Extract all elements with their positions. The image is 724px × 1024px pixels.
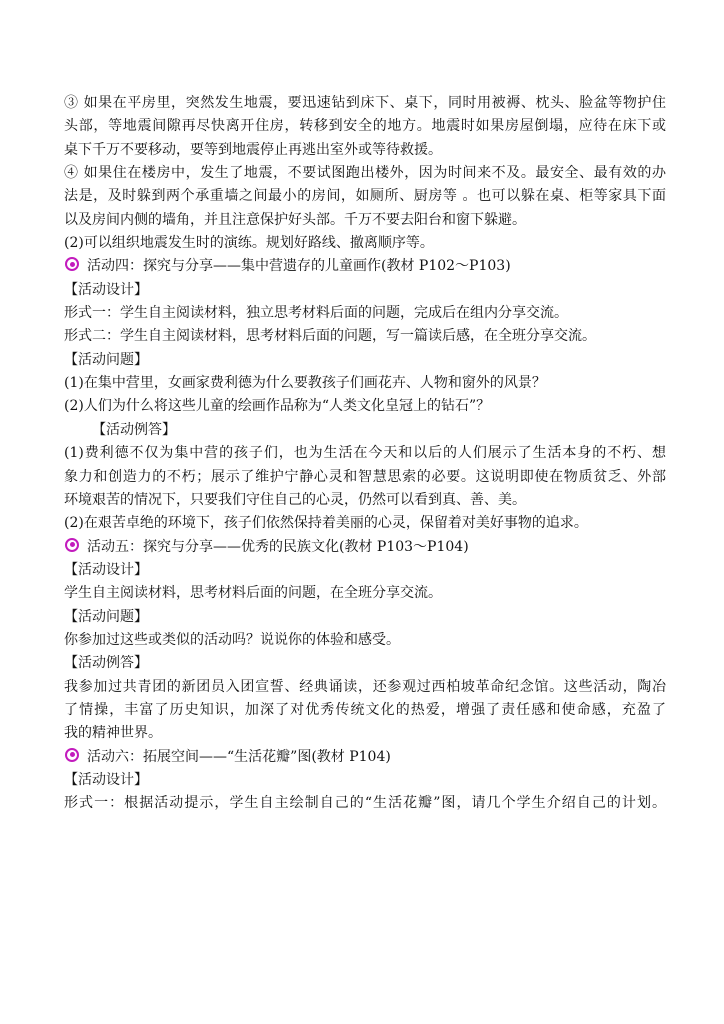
paragraph-line: 以及房间内侧的墙角，并且注意保护好头部。千万不要去阳台和窗下躲避。 bbox=[64, 211, 526, 228]
paragraph-line: 形式一：根据活动提示，学生自主绘制自己的“生活花瓣”图，请几个学生介绍自己的计划。 bbox=[64, 795, 666, 812]
answer-line: (2)在艰苦卓绝的环境下，孩子们依然保持着美丽的心灵，保留着对美好事物的追求。 bbox=[64, 515, 588, 532]
answer-line: 象力和创造力的不朽；展示了维护宁静心灵和智慧思索的必要。这说明即使在物质贫乏、外部 bbox=[64, 468, 666, 485]
answer-line: (1)费利德不仅为集中营的孩子们，也为生活在今天和以后的人们展示了生活本身的不朽、想 bbox=[64, 445, 666, 462]
activity-heading bbox=[64, 536, 666, 559]
paragraph-line: 形式二：学生自主阅读材料，思考材料后面的问题，写一篇读后感，在全班分享交流。 bbox=[64, 328, 596, 345]
activity-heading bbox=[64, 255, 666, 278]
activity-heading bbox=[64, 746, 666, 769]
answer-line: 了情操，丰富了历史知识，加深了对优秀传统文化的热爱，增强了责任感和使命感，充盈了 bbox=[64, 701, 666, 718]
section-label: 【活动例答】 bbox=[64, 655, 148, 672]
target-circle-icon bbox=[65, 257, 79, 271]
document-body bbox=[64, 92, 666, 816]
question-line: (1)在集中营里，女画家费利德为什么要教孩子们画花卉、人物和窗外的风景？ bbox=[64, 375, 546, 392]
activity-heading-text: 活动五：探究与分享——优秀的民族文化(教材 P103～P104) bbox=[87, 538, 469, 555]
paragraph-line: (2)可以组织地震发生时的演练。规划好路线、撤离顺序等。 bbox=[64, 235, 434, 252]
section-label: 【活动例答】 bbox=[92, 421, 176, 438]
section-label: 【活动问题】 bbox=[64, 351, 148, 368]
paragraph-line: ④ 如果住在楼房中，发生了地震，不要试图跑出楼外，因为时间来不及。最安全、最有效的办 bbox=[64, 165, 666, 182]
target-circle-icon bbox=[65, 538, 79, 552]
paragraph-line: 学生自主阅读材料，思考材料后面的问题，在全班分享交流。 bbox=[64, 585, 442, 602]
paragraph-line: ③ 如果在平房里，突然发生地震，要迅速钻到床下、桌下，同时用被褥、枕头、脸盆等物护住 bbox=[64, 95, 666, 111]
question-line: (2)人们为什么将这些儿童的绘画作品称为“人类文化皇冠上的钻石”？ bbox=[64, 398, 491, 415]
paragraph-line: 桌下千万不要移动，要等到地震停止再逃出室外或等待救援。 bbox=[64, 141, 442, 158]
paragraph-line: 形式一：学生自主阅读材料，独立思考材料后面的问题，完成后在组内分享交流。 bbox=[64, 305, 568, 322]
section-label: 【活动设计】 bbox=[64, 771, 148, 788]
answer-line: 环境艰苦的情况下，只要我们守住自己的心灵，仍然可以看到真、善、美。 bbox=[64, 491, 526, 508]
section-label: 【活动设计】 bbox=[64, 561, 148, 578]
question-line: 你参加过这些或类似的活动吗？说说你的体验和感受。 bbox=[64, 631, 400, 648]
paragraph-line: 头部，等地震间隙再尽快离开住房，转移到安全的地方。地震时如果房屋倒塌，应待在床下或 bbox=[64, 118, 666, 135]
paragraph-line: 法是，及时躲到两个承重墙之间最小的房间，如厕所、厨房等 。也可以躲在桌、柜等家具下面 bbox=[64, 188, 666, 205]
target-circle-icon bbox=[65, 748, 79, 762]
activity-heading-text: 活动六：拓展空间——“生活花瓣”图(教材 P104) bbox=[87, 748, 391, 765]
section-label: 【活动设计】 bbox=[64, 281, 148, 298]
answer-line: 我参加过共青团的新团员入团宣誓、经典诵读，还参观过西柏坡革命纪念馆。这些活动，陶冶 bbox=[64, 678, 666, 695]
activity-heading-text: 活动四：探究与分享——集中营遗存的儿童画作(教材 P102～P103) bbox=[87, 258, 511, 275]
section-label: 【活动问题】 bbox=[64, 608, 148, 625]
answer-line: 我的精神世界。 bbox=[64, 725, 162, 742]
